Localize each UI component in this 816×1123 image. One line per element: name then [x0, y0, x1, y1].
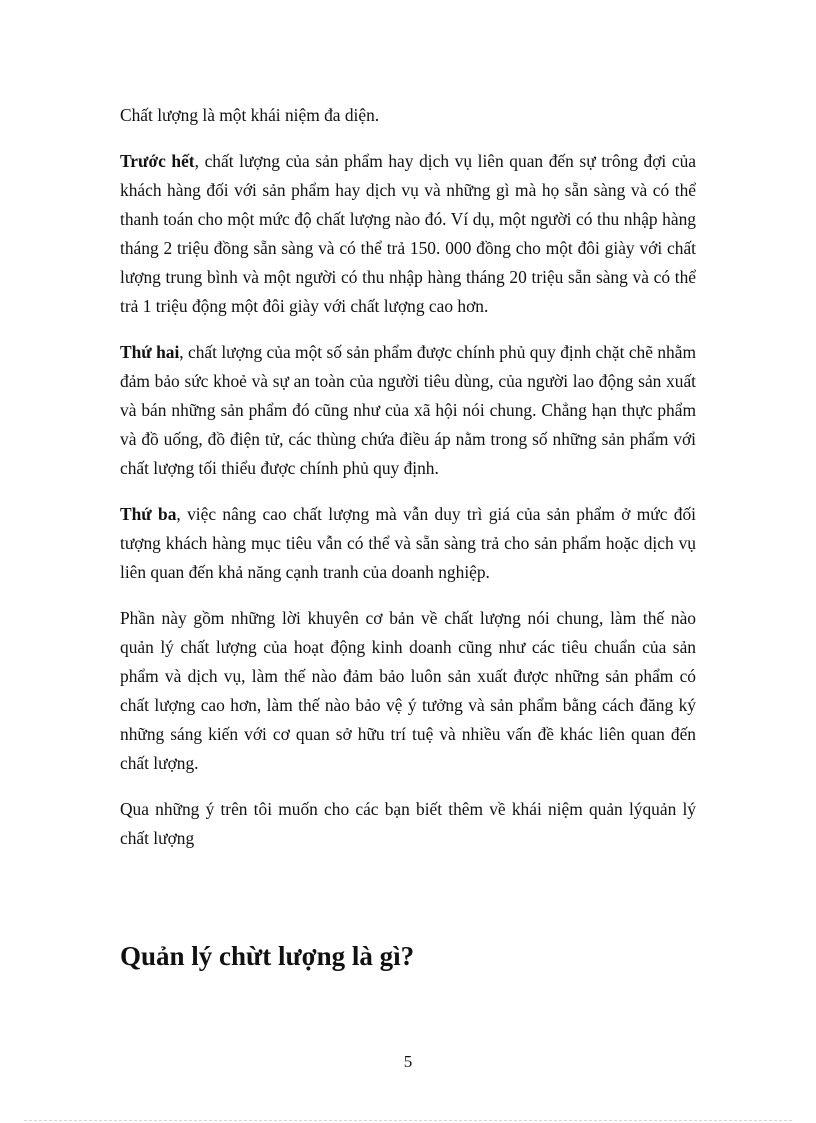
paragraph-text: , việc nâng cao chất lượng mà vẫn duy trì giá của sản phẩm ở mức đối tượng khách hàng mục tiêu vẫn có thể và sẵn sàng trả cho sản phẩm hoặc dịch vụ liên quan đến khả năng cạnh tranh của doanh nghiệp. [120, 504, 696, 582]
paragraph-first [120, 147, 696, 321]
paragraph-text: Phần này gồm những lời khuyên cơ bản về chất lượng nói chung, làm thế nào quản lý chất lượng của hoạt động kinh doanh cũng như các tiêu chuẩn của sản phẩm và dịch vụ, làm thế nào đảm bảo luôn sản xuất được những sản phẩm có chất lượng cao hơn, làm thế nào bảo vệ ý tưởng và sản phẩm bằng cách đăng ký những sáng kiến với cơ quan sở hữu trí tuệ và nhiều vấn đề khác liên quan đến chất lượng. [120, 608, 696, 773]
body-text [120, 101, 696, 870]
paragraph-advice [120, 604, 696, 778]
paragraph-conclusion [120, 795, 696, 853]
paragraph-text: , chất lượng của một số sản phẩm được chính phủ quy định chặt chẽ nhằm đảm bảo sức khoẻ và sự an toàn của người tiêu dùng, của người lao động sản xuất và bán những sản phẩm đó cũng như của xã hội nói chung. Chẳng hạn thực phẩm và đồ uống, đồ điện tử, các thùng chứa điều áp nằm trong số những sản phẩm với chất lượng tối thiểu được chính phủ quy định. [120, 342, 696, 478]
paragraph-third [120, 500, 696, 587]
paragraph-lead: Thứ hai [120, 342, 180, 362]
paragraph-text: , chất lượng của sản phẩm hay dịch vụ liên quan đến sự trông đợi của khách hàng đối với sản phẩm hay dịch vụ và những gì mà họ sẵn sàng và có thể thanh toán cho một mức độ chất lượng nào đó. Ví dụ, một người có thu nhập hàng tháng 2 triệu đồng sẵn sàng và có thể trả 150. 000 đồng cho một đôi giày với chất lượng trung bình và một người có thu nhập hàng tháng 20 triệu sẵn sàng và có thể trả 1 triệu động một đôi giày với chất lượng cao hơn. [120, 151, 697, 316]
paragraph-lead: Trước hết [120, 151, 195, 171]
paragraph-text: Chất lượng là một khái niệm đa diện. [120, 105, 380, 125]
paragraph-lead: Thứ ba [120, 504, 177, 524]
page-bottom-divider [24, 1120, 792, 1121]
paragraph-second [120, 338, 696, 483]
section-heading: Quản lý chừt lượng là gì? [120, 941, 415, 971]
page-number: 5 [403, 1052, 413, 1071]
paragraph-text: Qua những ý trên tôi muốn cho các bạn biết thêm về khái niệm quản lýquản lý chất lượng [120, 799, 696, 848]
paragraph-intro [120, 101, 696, 130]
